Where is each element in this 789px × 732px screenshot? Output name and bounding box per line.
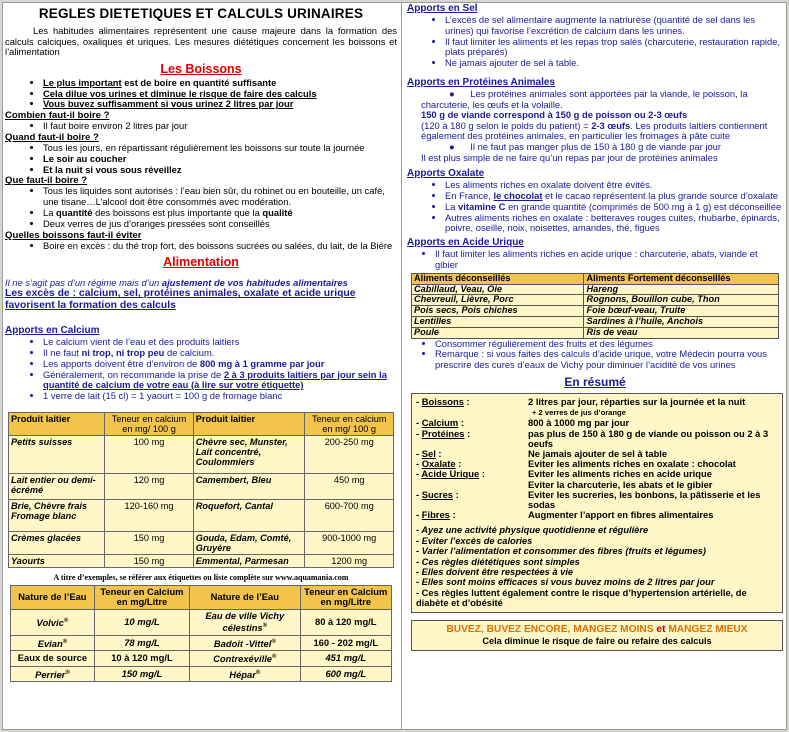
resume-row: - Fibres : Augmenter l’apport en fibres alimentaires: [416, 509, 714, 521]
table-row: Yaourts 150 mg Emmental, Parmesan 1200 mg: [9, 554, 394, 567]
final-subtext: Cela diminue le risque de faire ou refaire des calculs: [482, 635, 712, 646]
alimentation-heading: Alimentation: [163, 255, 239, 270]
table-header: Teneur en Calcium en mg/Litre: [300, 585, 391, 609]
list-item: • Consommer régulièrement des fruits et des légumes: [435, 339, 783, 350]
list-item: • Ne jamais ajouter de sel à table.: [445, 58, 783, 69]
table-row: Cabillaud, Veau, Oie Hareng: [412, 284, 779, 295]
oxalate-list: [407, 180, 783, 234]
table-row: Perrier® 150 mg/L Hépar® 600 mg/L: [11, 666, 392, 682]
calcium-list: [5, 337, 397, 402]
resume-row: - Calcium : 800 à 1000 mg par jour: [416, 417, 630, 429]
rule-item: • Vous buvez suffisamment si vous urinez 2 litres par jour: [43, 99, 397, 110]
resume-row: - Acide Urique : Eviter les aliments riches en acide urique: [416, 468, 712, 480]
final-message-box: [411, 620, 783, 651]
resume-row: - Protéines : pas plus de 150 à 180 g de viande ou poisson ou 2 à 3 oeufs: [416, 427, 769, 449]
list-item: • Remarque : si vous faites des calculs d’acide urique, votre Médecin pourra vous prescrire des cures d’eaux de Vichy pour diminuer l’acidité de vos urines: [435, 349, 783, 371]
table-header: Nature de l’Eau: [11, 585, 95, 609]
quoi-list: [5, 186, 397, 229]
urique-list-2: [407, 339, 783, 371]
table-header: Teneur en Calcium en mg/Litre: [94, 585, 189, 609]
alimentation-excess: Les excès de : calcium, sel, protéines animales, oxalate et acide urique favorisent la formation des calculs: [5, 288, 356, 311]
table-row: Brie, Chèvre frais Fromage blanc 120-160 mg Roquefort, Cantal 600-700 mg: [9, 499, 394, 531]
resume-row: - Sucres : Eviter les sucreries, les bonbons, la pâtisserie et les sodas: [416, 488, 761, 510]
boissons-heading: Les Boissons: [160, 61, 242, 76]
list-item: • Généralement, on recommande la prise de 2 à 3 produits laitiers par jour sein la quantité de calcium de votre eau (à lire sur votre étiquette): [43, 370, 397, 392]
list-item: • Il faut boire environ 2 litres par jour: [43, 121, 397, 132]
tip-line: - Ces règles luttent également contre le risque d’hypertension artérielle, de diabète et d’obésité: [416, 587, 747, 609]
list-item: • Boire en excès : du thé trop fort, des boissons sucrées ou salées, du lait, de la Bière: [43, 241, 397, 252]
table-row: Evian® 78 mg/L Badoit -Vittel® 160 - 202 mg/L: [11, 635, 392, 651]
table-row: Lait entier ou demi-écrémé 120 mg Camembert, Bleu 450 mg: [9, 473, 394, 499]
rule-item: • Cela dilue vos urines et diminue le risque de faire des calculs: [43, 89, 397, 100]
list-item: • Le calcium vient de l’eau et des produits laitiers: [43, 337, 397, 348]
urique-heading: Apports en Acide Urique: [407, 237, 524, 249]
proteines-block: [407, 89, 783, 163]
dairy-calcium-table: [8, 412, 394, 568]
list-item: • Les aliments riches en oxalate doivent être évités.: [445, 180, 783, 191]
right-column: [407, 3, 783, 651]
table-row: Eaux de source 10 à 120 mg/L Contrexéville® 451 mg/L: [11, 651, 392, 667]
list-item: • Il faut limiter les aliments et les repas trop salés (charcuterie, restauration rapide, plats préparés): [445, 37, 783, 59]
quand-list: [5, 143, 397, 175]
water-note: A titre d’exemples, se référer aux étiquettes ou liste complète sur www.aquamania.com: [53, 572, 349, 582]
proteines-p2: 150 g de viande correspond à 150 g de poisson ou 2-3 œufs: [421, 109, 688, 121]
tip-line: - Ayez une activité physique quotidienne et régulière: [416, 525, 649, 536]
table-header: Produit laitier: [193, 412, 305, 435]
list-item: • L’excès de sel alimentaire augmente la natriurèse (quantité de sel dans les urines) qui favorise l’excrétion de calcium dans les urines.: [445, 15, 783, 37]
question-quoi: Que faut-il boire ?: [5, 175, 88, 187]
table-row: Petits suisses 100 mg Chèvre sec, Munster, Lait concentré, Coulommiers 200-250 mg: [9, 435, 394, 473]
document-page: [2, 2, 787, 730]
urique-table: [411, 273, 779, 339]
resume-heading: En résumé: [564, 374, 626, 389]
resume-tips: [416, 525, 778, 608]
resume-row: Eviter la charcuterie, les abats et le gibier: [528, 478, 713, 490]
resume-row: - Boissons : 2 litres par jour, réparties sur la journée et la nuit + 2 verres de jus d’orange: [416, 395, 746, 418]
combien-list: [5, 121, 397, 132]
proteines-p3: (120 à 180 g selon le poids du patient) = 2-3 œufs. Les produits laitiers contiennent également des protéines animales, en particulier les fromages à pâte cuite: [421, 119, 768, 142]
table-row: Crèmes glacées 150 mg Gouda, Edam, Comté, Gruyère 900-1000 mg: [9, 531, 394, 554]
table-header: Aliments Fortement déconseillés: [584, 273, 779, 284]
list-item: • Il faut limiter les aliments riches en acide urique : charcuterie, abats, viande et gibier: [435, 249, 783, 271]
list-item: • Les apports doivent être d’environ de 800 mg à 1 gramme par jour: [43, 359, 397, 370]
proteines-heading: Apports en Protéines Animales: [407, 76, 555, 88]
tip-line: - Elles doivent être respectées à vie: [416, 566, 574, 577]
table-row: Poule Ris de veau: [412, 327, 779, 338]
intro-paragraph: Les habitudes alimentaires représentent une cause majeure dans la formation des calculs calciques, oxaliques et uriques. Les mesures diététiques concernent les boissons et l’alimentation: [5, 25, 397, 58]
list-item: • Il ne faut ni trop, ni trop peu de calcium.: [43, 348, 397, 359]
table-row: Lentilles Sardines à l’huile, Anchois: [412, 316, 779, 327]
sel-list: [407, 15, 783, 69]
list-item: • Et la nuit si vous sous réveillez: [43, 165, 397, 176]
list-item: • Tous les jours, en répartissant régulièrement les boissons sur toute la journée: [43, 143, 397, 154]
proteines-p1: ● Les protéines animales sont apportées par la viande, le poisson, la charcuterie, les œufs et la volaille.: [421, 87, 748, 110]
table-header: Aliments déconseillés: [412, 273, 584, 284]
proteines-p4: ● Il ne faut pas manger plus de 150 à 180 g de viande par jour: [449, 140, 721, 152]
boissons-rules: [5, 78, 397, 110]
tip-line: - Eviter l’excès de calories: [416, 535, 533, 546]
page-title: REGLES DIETETIQUES ET CALCULS URINAIRES: [38, 6, 364, 21]
list-item: • Le soir au coucher: [43, 154, 397, 165]
list-item: • Autres aliments riches en oxalate : betteraves rouges cuites, rhubarbe, épinards, poivre, oseille, noix, noisettes, amandes, thé, figues: [445, 213, 783, 235]
list-item: • Deux verres de jus d’oranges pressées sont conseillés: [43, 219, 397, 230]
oxalate-heading: Apports Oxalate: [407, 168, 485, 180]
list-item: • La quantité des boissons est plus importante que la qualité: [43, 208, 397, 219]
left-column: [5, 3, 397, 682]
list-item: • 1 verre de lait (15 cl) = 1 yaourt = 100 g de fromage blanc: [43, 391, 397, 402]
resume-row: - Oxalate : Eviter les aliments riches en oxalate : chocolat: [416, 458, 736, 470]
alimentation-note: Il ne s’agit pas d’un régime mais d’un ajustement de vos habitudes alimentaires: [5, 277, 348, 289]
table-header: Teneur en calcium en mg/ 100 g: [305, 412, 394, 435]
tip-line: - Elles sont moins efficaces si vous buvez moins de 2 litres par jour: [416, 577, 715, 588]
table-row: Chevreuil, Lièvre, Porc Rognons, Bouillon cube, Thon: [412, 295, 779, 306]
column-divider: [401, 3, 402, 729]
urique-list: [407, 249, 783, 271]
table-row: Pois secs, Pois chiches Foie bœuf-veau, Truite: [412, 306, 779, 317]
rule-item: • Le plus important est de boire en quantité suffisante: [43, 78, 397, 89]
list-item: • En France, le chocolat et le cacao représentent la plus grande source d’oxalate: [445, 191, 783, 202]
final-slogan: BUVEZ, BUVEZ ENCORE, MANGEZ MOINS et MANGEZ MIEUX: [446, 623, 748, 635]
question-quand: Quand faut-il boire ?: [5, 131, 99, 143]
table-header: Produit laitier: [9, 412, 105, 435]
table-header: Teneur en calcium en mg/ 100 g: [105, 412, 194, 435]
table-header: Nature de l’Eau: [190, 585, 300, 609]
calcium-heading: Apports en Calcium: [5, 325, 100, 337]
proteines-p5: Il est plus simple de ne faire qu’un repas par jour de protéines animales: [421, 151, 718, 163]
sel-heading: Apports en Sel: [407, 3, 478, 14]
list-item: • La vitamine C en grande quantité (comprimés de 500 mg à 1 g) est déconseillée: [445, 202, 783, 213]
resume-box: [411, 393, 783, 613]
tip-line: - Ces règles diététiques sont simples: [416, 556, 580, 567]
tip-line: - Varier l’alimentation et consommer des fibres (fruits et légumes): [416, 546, 707, 557]
eviter-list: [5, 241, 397, 252]
table-row: Volvic® 10 mg/L Eau de ville Vichy célestins® 80 à 120 mg/L: [11, 609, 392, 635]
question-eviter: Quelles boissons faut-il éviter: [5, 229, 142, 241]
resume-row: - Sel : Ne jamais ajouter de sel à table: [416, 447, 668, 459]
list-item: • Tous les liquides sont autorisés : l’eau bien sûr, du robinet ou en bouteille, un café, une tisane…L’alcool doit être consommés avec modération.: [43, 186, 397, 208]
question-combien: Combien faut-il boire ?: [5, 110, 110, 122]
water-calcium-table: [10, 585, 392, 682]
